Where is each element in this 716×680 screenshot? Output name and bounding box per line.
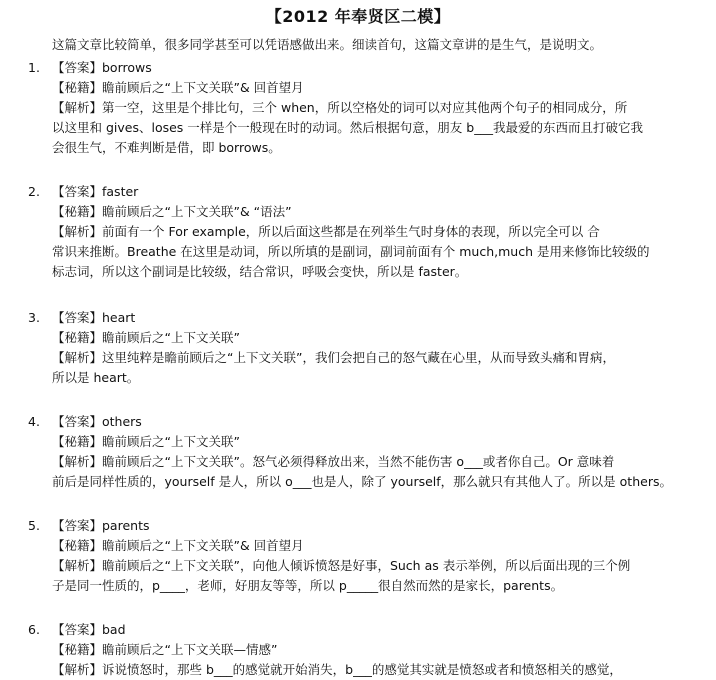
analysis-line: 【解析】瞻前顾后之“上下文关联”。怒气必须得释放出来，当然不能伤害 o___或者你自己。Or 意味着 bbox=[52, 454, 615, 469]
analysis-line: 【解析】前面有一个 For example，所以后面这些都是在列举生气时身体的表现，所以完全可以 合 bbox=[52, 224, 600, 239]
analysis-line: 【解析】瞻前顾后之“上下文关联”，向他人倾诉愤怒是好事，Such as 表示举例，所以后面出现的三个例 bbox=[52, 558, 631, 573]
analysis-line: 子是同一性质的，p____，老师，好朋友等等，所以 p_____很自然而然的是家长，parents。 bbox=[52, 578, 564, 593]
answer-line: 【答案】others bbox=[52, 414, 142, 429]
secret-line: 【秘籍】瞻前顾后之“上下文关联”& 回首望月 bbox=[52, 80, 304, 95]
secret-line: 【秘籍】瞻前顾后之“上下文关联” bbox=[52, 434, 240, 449]
secret-line: 【秘籍】瞻前顾后之“上下文关联”& 回首望月 bbox=[52, 538, 304, 553]
answer-line: 【答案】heart bbox=[52, 310, 136, 325]
item-number: 3. bbox=[28, 310, 40, 325]
item-number: 5. bbox=[28, 518, 40, 533]
answer-line: 【答案】parents bbox=[52, 518, 150, 533]
analysis-line: 所以是 heart。 bbox=[52, 370, 140, 385]
analysis-line: 【解析】第一空，这里是个排比句，三个 when，所以空格处的词可以对应其他两个句子的相同成分，所 bbox=[52, 100, 628, 115]
page-title: 【2012 年奉贤区二模】 bbox=[265, 7, 451, 26]
analysis-line: 【解析】这里纯粹是瞻前顾后之“上下文关联”，我们会把自己的怒气藏在心里，从而导致头痛和胃病， bbox=[52, 350, 615, 365]
analysis-line: 以这里和 gives、loses 一样是个一般现在时的动词。然后根据句意，朋友 b___我最爱的东西而且打破它我 bbox=[52, 120, 643, 135]
secret-line: 【秘籍】瞻前顾后之“上下文关联” bbox=[52, 330, 240, 345]
secret-line: 【秘籍】瞻前顾后之“上下文关联—情感” bbox=[52, 642, 278, 657]
item-number: 1. bbox=[28, 60, 40, 75]
item-number: 4. bbox=[28, 414, 40, 429]
analysis-line: 会很生气，不难判断是借，即 borrows。 bbox=[52, 140, 281, 155]
intro-paragraph: 这篇文章比较简单，很多同学甚至可以凭语感做出来。细读首句，这篇文章讲的是生气，是说明文。 bbox=[52, 37, 603, 52]
analysis-line: 【解析】诉说愤怒时，那些 b___的感觉就开始消失，b___的感觉其实就是愤怒或者和愤怒相关的感觉， bbox=[52, 662, 622, 677]
answer-line: 【答案】borrows bbox=[52, 60, 152, 75]
analysis-line: 常识来推断。Breathe 在这里是动词，所以所填的是副词，副词前面有个 much,much 是用来修饰比较级的 bbox=[52, 244, 650, 259]
analysis-line: 前后是同样性质的，yourself 是人，所以 o___也是人，除了 yourself，那么就只有其他人了。所以是 others。 bbox=[52, 474, 672, 489]
item-number: 6. bbox=[28, 622, 40, 637]
secret-line: 【秘籍】瞻前顾后之“上下文关联”& “语法” bbox=[52, 204, 292, 219]
item-number: 2. bbox=[28, 184, 40, 199]
analysis-line: 标志词，所以这个副词是比较级，结合常识，呼吸会变快，所以是 faster。 bbox=[52, 264, 468, 279]
answer-line: 【答案】faster bbox=[52, 184, 139, 199]
answer-line: 【答案】bad bbox=[52, 622, 126, 637]
